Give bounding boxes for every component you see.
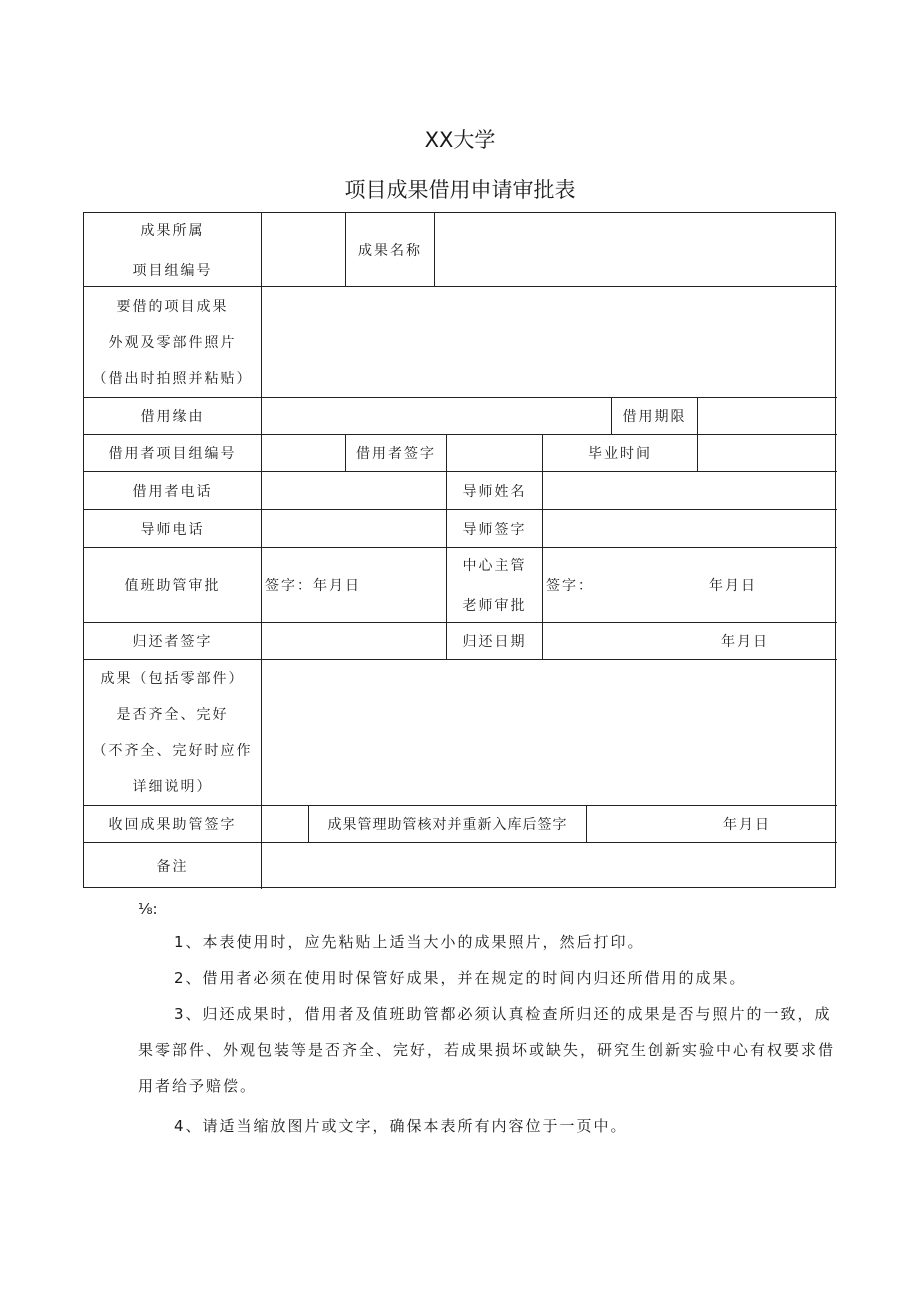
- graduation-field[interactable]: [698, 435, 837, 471]
- label-line: （借出时拍照并粘贴）: [92, 371, 253, 387]
- borrower-sign-field[interactable]: [447, 435, 542, 471]
- center-approval-label: [447, 548, 542, 622]
- manage-sign-label: 成果管理助管核对并重新入库后签字: [327, 817, 568, 833]
- borrower-phone-label: 借用者电话: [132, 483, 213, 500]
- result-name-field[interactable]: [435, 213, 837, 286]
- note-item: 2、借用者必须在使用时保管好成果，并在规定的时间内归还所借用的成果。: [174, 969, 747, 987]
- duty-approval-label: 值班助管审批: [124, 578, 221, 594]
- label-line: 成果所属: [140, 222, 205, 239]
- advisor-sign-field[interactable]: [543, 510, 837, 547]
- completeness-label: [84, 660, 261, 805]
- label-line: 外观及零部件照片: [108, 335, 237, 351]
- manage-date-text: 年月日: [723, 817, 771, 833]
- label-line: 是否齐全、完好: [116, 706, 229, 723]
- photo-paste-area[interactable]: [262, 287, 837, 397]
- advisor-name-label: 导师姓名: [462, 483, 527, 500]
- reason-label: 借用缘由: [140, 409, 205, 425]
- approval-form-table: [83, 212, 836, 888]
- result-name-label: 成果名称: [358, 242, 422, 259]
- note-item: 4、请适当缩放图片或文字，确保本表所有内容位于一页中。: [174, 1117, 628, 1135]
- team-number-field[interactable]: [262, 213, 345, 286]
- borrower-team-label: 借用者项目组编号: [108, 446, 237, 462]
- receive-sign-label: 收回成果助管签字: [108, 817, 237, 833]
- center-date-text: 年月日: [709, 578, 757, 594]
- note-item: 果零部件、外观包装等是否齐全、完好，若成果损坏或缺失，研究生创新实验中心有权要求借: [138, 1041, 836, 1059]
- label-line: 老师审批: [462, 598, 527, 614]
- label-line: 中心主管: [462, 558, 527, 574]
- remarks-field[interactable]: [262, 843, 837, 888]
- manage-sign-field[interactable]: [587, 806, 837, 842]
- university-name: XX大学: [424, 128, 496, 152]
- returner-sign-field[interactable]: [262, 623, 446, 659]
- period-field[interactable]: [698, 398, 837, 434]
- borrower-sign-label: 借用者签字: [356, 446, 436, 462]
- label-line: （不齐全、完好时应作: [92, 742, 253, 759]
- advisor-sign-label: 导师签字: [462, 521, 527, 538]
- advisor-name-field[interactable]: [543, 472, 837, 509]
- photo-label: [84, 287, 261, 397]
- borrower-team-field[interactable]: [262, 435, 345, 471]
- return-date-text: 年月日: [721, 634, 769, 650]
- advisor-phone-field[interactable]: [262, 510, 446, 547]
- center-sign-text: 签字：: [546, 578, 594, 594]
- team-number-label: [84, 213, 261, 286]
- label-line: 详细说明）: [132, 778, 213, 795]
- duty-sign-field[interactable]: 签字：年月日: [265, 578, 361, 594]
- reason-field[interactable]: [262, 398, 611, 434]
- label-line: 项目组编号: [132, 262, 213, 279]
- receive-sign-field[interactable]: [262, 806, 308, 842]
- period-label: 借用期限: [622, 409, 687, 425]
- form-title: 项目成果借用申请审批表: [344, 178, 576, 202]
- borrower-phone-field[interactable]: [262, 472, 446, 509]
- label-line: 要借的项目成果: [116, 299, 229, 315]
- graduation-label: 毕业时间: [588, 446, 652, 462]
- notes-heading: ⅛:: [138, 900, 158, 918]
- note-item: 用者给予赔偿。: [138, 1077, 258, 1095]
- return-date-field[interactable]: [543, 623, 837, 659]
- completeness-field[interactable]: [262, 660, 837, 805]
- note-item: 3、归还成果时，借用者及值班助管都必须认真检查所归还的成果是否与照片的一致，成: [174, 1005, 832, 1023]
- label-line: 成果（包括零部件）: [100, 670, 245, 687]
- note-item: 1、本表使用时，应先粘贴上适当大小的成果照片，然后打印。: [174, 933, 645, 951]
- returner-sign-label: 归还者签字: [132, 634, 213, 650]
- return-date-label: 归还日期: [462, 634, 527, 650]
- advisor-phone-label: 导师电话: [140, 521, 205, 538]
- remarks-label: 备注: [156, 858, 189, 875]
- center-sign-field[interactable]: [543, 548, 837, 622]
